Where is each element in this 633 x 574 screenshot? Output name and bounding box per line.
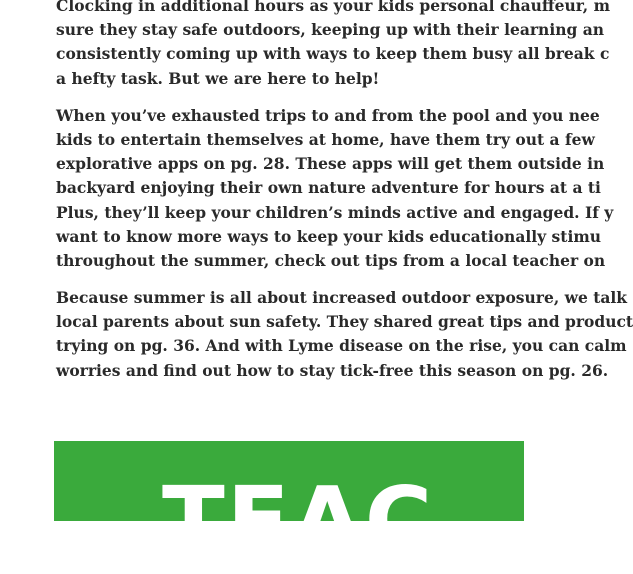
text-line: sure they stay safe outdoors, keeping up with their learning an xyxy=(56,20,605,40)
text-line: worries and find out how to stay tick-free this season on pg. 26. xyxy=(56,360,609,380)
article-body xyxy=(56,0,633,396)
text-line: a hefty task. But we are here to help! xyxy=(56,68,380,88)
text-line: kids to entertain themselves at home, have them try out a few xyxy=(56,129,595,149)
paragraph-1 xyxy=(56,0,611,91)
text-line: Because summer is all about increased outdoor exposure, we talk xyxy=(56,288,628,308)
paragraph-3 xyxy=(56,286,633,383)
banner-title: TEAC xyxy=(162,467,435,574)
section-banner xyxy=(54,441,524,574)
text-line: When you’ve exhausted trips to and from the pool and you nee xyxy=(56,105,600,125)
text-line: explorative apps on pg. 28. These apps will get them outside in xyxy=(56,154,605,174)
text-line: local parents about sun safety. They shared great tips and product xyxy=(56,312,633,332)
text-line: Clocking in additional hours as your kids personal chauffeur, m xyxy=(56,0,611,15)
text-line: throughout the summer, check out tips from a local teacher on xyxy=(56,250,606,270)
text-line: consistently coming up with ways to keep them busy all break c xyxy=(56,44,610,64)
text-line: Plus, they’ll keep your children’s minds active and engaged. If y xyxy=(56,202,614,222)
text-line: trying on pg. 36. And with Lyme disease on the rise, you can calm xyxy=(56,336,627,356)
text-line: backyard enjoying their own nature adventure for hours at a ti xyxy=(56,178,601,198)
text-line: want to know more ways to keep your kids educationally stimu xyxy=(56,226,601,246)
paragraph-2 xyxy=(56,104,614,273)
